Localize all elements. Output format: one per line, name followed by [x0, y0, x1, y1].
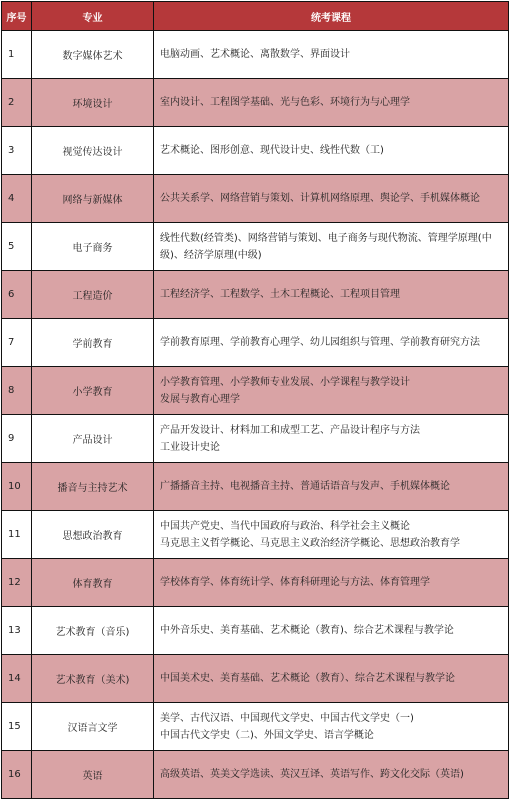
course-line: 中国古代文学史（二)、外国文学史、语言学概论 [160, 729, 374, 741]
course-line: 室内设计、工程图学基础、光与色彩、环境行为与心理学 [160, 97, 410, 108]
row-index: 5 [2, 223, 32, 271]
row-courses [154, 367, 509, 415]
row-index: 7 [2, 319, 32, 367]
course-line: 线性代数(经管类)、网络营销与策划、电子商务与现代物流、管理学原理(中级)、经济学原理(中级) [160, 232, 492, 261]
course-line: 产品开发设计、材料加工和成型工艺、产品设计程序与方法 [160, 424, 420, 436]
table-row [2, 271, 509, 319]
row-index: 15 [2, 703, 32, 751]
row-major: 汉语言文学 [32, 703, 154, 751]
row-courses [154, 319, 509, 367]
table-row [2, 703, 509, 751]
row-courses [154, 175, 509, 223]
table-row [2, 127, 509, 175]
table-row [2, 655, 509, 703]
row-index: 13 [2, 607, 32, 655]
row-index: 10 [2, 463, 32, 511]
row-courses [154, 607, 509, 655]
exam-courses-table-container [1, 1, 508, 799]
row-major: 小学教育 [32, 367, 154, 415]
row-major: 思想政治教育 [32, 511, 154, 559]
row-index: 16 [2, 751, 32, 799]
row-index: 1 [2, 31, 32, 79]
row-major: 体育教育 [32, 559, 154, 607]
row-index: 12 [2, 559, 32, 607]
course-line: 小学教育管理、小学教师专业发展、小学课程与教学设计 [160, 376, 410, 388]
table-row [2, 511, 509, 559]
row-courses [154, 655, 509, 703]
row-index: 9 [2, 415, 32, 463]
row-major: 环境设计 [32, 79, 154, 127]
row-index: 14 [2, 655, 32, 703]
course-line: 公共关系学、网络营销与策划、计算机网络原理、舆论学、手机媒体概论 [160, 193, 480, 204]
course-line: 广播播音主持、电视播音主持、普通话语音与发声、手机媒体概论 [160, 481, 450, 492]
course-line: 学校体育学、体育统计学、体育科研理论与方法、体育管理学 [160, 577, 430, 588]
row-index: 4 [2, 175, 32, 223]
course-line: 工程经济学、工程数学、土木工程概论、工程项目管理 [160, 289, 400, 300]
table-row [2, 367, 509, 415]
course-line: 学前教育原理、学前教育心理学、幼儿园组织与管理、学前教育研究方法 [160, 337, 480, 348]
row-courses [154, 703, 509, 751]
row-courses [154, 223, 509, 271]
course-line: 发展与教育心理学 [160, 393, 240, 405]
table-header [2, 2, 509, 31]
table-row [2, 607, 509, 655]
row-courses [154, 415, 509, 463]
row-courses [154, 79, 509, 127]
row-index: 11 [2, 511, 32, 559]
row-major: 播音与主持艺术 [32, 463, 154, 511]
course-line: 电脑动画、艺术概论、离散数学、界面设计 [160, 49, 350, 60]
table-row [2, 175, 509, 223]
row-courses [154, 271, 509, 319]
course-line: 艺术概论、图形创意、现代设计史、线性代数（工) [160, 145, 384, 156]
table-row [2, 319, 509, 367]
row-courses [154, 463, 509, 511]
row-major: 网络与新媒体 [32, 175, 154, 223]
row-major: 工程造价 [32, 271, 154, 319]
row-major: 艺术教育（美术) [32, 655, 154, 703]
course-line: 美学、古代汉语、中国现代文学史、中国古代文学史（一) [160, 712, 414, 724]
course-line: 高级英语、英美文学选读、英汉互译、英语写作、跨文化交际（英语) [160, 769, 464, 780]
row-courses [154, 127, 509, 175]
course-line: 马克思主义哲学概论、马克思主义政治经济学概论、思想政治教育学 [160, 537, 460, 549]
header-courses: 统考课程 [154, 2, 509, 31]
table-body [2, 31, 509, 799]
course-line: 中国共产党史、当代中国政府与政治、科学社会主义概论 [160, 520, 410, 532]
row-major: 产品设计 [32, 415, 154, 463]
exam-courses-table [1, 1, 509, 799]
row-index: 3 [2, 127, 32, 175]
table-row [2, 559, 509, 607]
header-index: 序号 [2, 2, 32, 31]
course-line: 中国美术史、美育基础、艺术概论（教育）、综合艺术课程与教学论 [160, 673, 455, 684]
row-major: 英语 [32, 751, 154, 799]
row-major: 学前教育 [32, 319, 154, 367]
row-index: 6 [2, 271, 32, 319]
header-row [2, 2, 509, 31]
row-courses [154, 31, 509, 79]
table-row [2, 223, 509, 271]
course-line: 工业设计史论 [160, 441, 220, 453]
row-major: 视觉传达设计 [32, 127, 154, 175]
table-row [2, 463, 509, 511]
row-index: 8 [2, 367, 32, 415]
table-row [2, 751, 509, 799]
row-index: 2 [2, 79, 32, 127]
row-courses [154, 511, 509, 559]
table-row [2, 415, 509, 463]
row-major: 电子商务 [32, 223, 154, 271]
row-courses [154, 751, 509, 799]
row-courses [154, 559, 509, 607]
row-major: 艺术教育（音乐) [32, 607, 154, 655]
table-row [2, 79, 509, 127]
header-major: 专业 [32, 2, 154, 31]
table-row [2, 31, 509, 79]
row-major: 数字媒体艺术 [32, 31, 154, 79]
course-line: 中外音乐史、美育基础、艺术概论（教育)、综合艺术课程与教学论 [160, 625, 454, 636]
